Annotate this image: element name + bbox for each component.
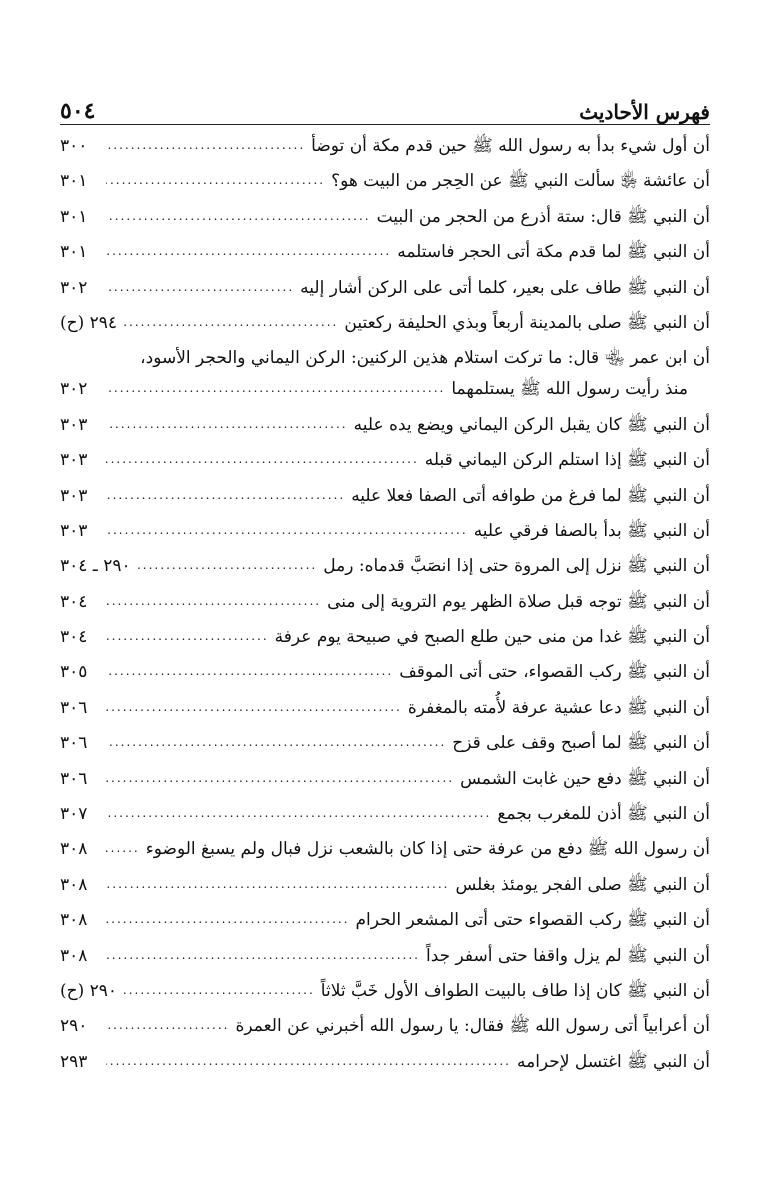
- index-entry: [60, 485, 710, 520]
- index-entry: [60, 206, 710, 241]
- entry-text: أن أول شيء بدأ به رسول الله ﷺ حين قدم مكة أن توضأ: [311, 136, 710, 156]
- entry-page-ref: ٣٠٦: [60, 768, 88, 789]
- entry-text: أن النبي ﷺ أذن للمغرب بجمع: [497, 804, 710, 825]
- entry-text: أن النبي ﷺ قال: ستة أذرع من الحجر من البيت: [376, 206, 710, 227]
- index-entry: [60, 945, 710, 980]
- entry-page-ref: ٣٠٢: [60, 379, 88, 400]
- entry-page-ref: ٢٩٣: [60, 1051, 88, 1072]
- entry-text: أن النبي ﷺ دفع حين غابت الشمس: [460, 768, 710, 789]
- index-entry: [60, 661, 710, 696]
- dot-leader: [137, 554, 318, 574]
- dot-leader: [106, 484, 345, 504]
- dot-leader: [123, 311, 338, 331]
- entry-text: أن النبي ﷺ غدا من منى حين طلع الصبح في صبيحة يوم عرفة: [274, 627, 710, 648]
- dot-leader: [106, 873, 450, 893]
- dot-leader: [106, 240, 391, 260]
- dot-leader: [106, 590, 321, 610]
- dot-leader: [106, 134, 305, 154]
- hadith-index-list: [60, 135, 710, 1086]
- entry-page-ref: ٢٩٠ (ح): [60, 980, 118, 1001]
- dot-leader: [106, 1014, 229, 1034]
- dot-leader: [106, 205, 371, 225]
- entry-text: أن النبي ﷺ ركب القصواء حتى أتى المشعر الحرام: [355, 910, 710, 931]
- entry-text: أن النبي ﷺ صلى الفجر يومئذ بغلس: [455, 874, 710, 895]
- index-entry: [60, 170, 710, 205]
- index-entry: [60, 732, 710, 767]
- entry-page-ref: ٣٠٨: [60, 839, 88, 860]
- dot-leader: [106, 802, 491, 822]
- entry-page-ref: ٣٠٨: [60, 910, 88, 931]
- dot-leader: [106, 944, 420, 964]
- dot-leader: [106, 413, 348, 433]
- index-entry: [60, 1015, 710, 1050]
- entry-page-ref: ٣٠٥: [60, 662, 88, 683]
- index-entry: [60, 768, 710, 803]
- entry-page-ref: ٣٠٣: [60, 450, 88, 471]
- entry-page-ref: ٣٠٦: [60, 733, 88, 754]
- entry-page-ref: ٣٠٤: [60, 591, 88, 612]
- entry-text: أن النبي ﷺ طاف على بعير، كلما أتى على الركن أشار إليه: [300, 277, 710, 298]
- entry-text: أن النبي ﷺ توجه قبل صلاة الظهر يوم التروية إلى منى: [327, 591, 710, 612]
- entry-text: منذ رأيت رسول الله ﷺ يستلمهما: [451, 379, 688, 400]
- entry-text: أن النبي ﷺ إذا استلم الركن اليماني قبله: [424, 450, 710, 471]
- dot-leader: [106, 448, 419, 468]
- entry-text: أن النبي ﷺ صلى بالمدينة أربعاً وبذي الحليفة ركعتين: [344, 312, 710, 333]
- index-entry: [60, 555, 710, 590]
- entry-text: أن النبي ﷺ بدأ بالصفا فرقي عليه: [473, 520, 710, 541]
- entry-page-ref: ٢٩٤ (ح): [60, 312, 118, 333]
- index-entry: [60, 520, 710, 555]
- entry-page-ref: ٣٠١: [60, 242, 88, 263]
- index-entry: [60, 347, 710, 378]
- entry-text: أن أعرابياً أتى رسول الله ﷺ فقال: يا رسول الله أخبرني عن العمرة: [235, 1016, 710, 1037]
- entry-text: أن ابن عمر ﵄ قال: ما تركت استلام هذين الركنين: الركن اليماني والحجر الأسود،: [140, 348, 710, 369]
- entry-text: أن رسول الله ﷺ دفع من عرفة حتى إذا كان بالشعب نزل فبال ولم يسبغ الوضوء: [145, 839, 710, 860]
- entry-text: أن النبي ﷺ ركب القصواء، حتى أتى الموقف: [399, 662, 710, 683]
- index-entry: [60, 241, 710, 276]
- index-entry: [60, 414, 710, 449]
- entry-text: أن النبي ﷺ نزل إلى المروة حتى إذا انصَبَّ قدماه: رمل: [323, 556, 710, 577]
- dot-leader: [106, 908, 350, 928]
- entry-text: أن عائشة ﵂ سألت النبي ﷺ عن الحِجر من البيت هو؟: [331, 171, 710, 192]
- index-entry: [60, 803, 710, 838]
- entry-text: أن النبي ﷺ دعا عشية عرفة لأُمته بالمغفرة: [407, 697, 710, 718]
- index-entry: [60, 277, 710, 312]
- entry-page-ref: ٣٠٣: [60, 520, 88, 541]
- entry-page-ref: ٣٠٤: [60, 627, 88, 648]
- dot-leader: [106, 837, 140, 857]
- dot-leader: [123, 979, 315, 999]
- index-entry: [60, 874, 710, 909]
- dot-leader: [106, 1050, 511, 1070]
- index-entry: [60, 1051, 710, 1086]
- entry-page-ref: ٣٠٠: [60, 136, 88, 156]
- index-entry: [60, 909, 710, 944]
- entry-page-ref: ٣٠٨: [60, 945, 88, 966]
- page-number: ٥٠٤: [60, 98, 96, 124]
- dot-leader: [106, 660, 393, 680]
- index-page: [60, 88, 710, 1168]
- entry-text: أن النبي ﷺ لما فرغ من طوافه أتى الصفا فعلا عليه: [351, 485, 710, 506]
- entry-page-ref: ٣٠٨: [60, 874, 88, 895]
- index-entry: [60, 697, 710, 732]
- index-entry: [60, 591, 710, 626]
- entry-page-ref: ٣٠١: [60, 171, 88, 192]
- index-entry: [60, 626, 710, 661]
- dot-leader: [106, 276, 294, 296]
- page-title: فهرس الأحاديث: [579, 100, 710, 124]
- index-entry: [60, 980, 710, 1015]
- dot-leader: [106, 696, 402, 716]
- entry-page-ref: ٣٠٦: [60, 697, 88, 718]
- dot-leader: [106, 625, 269, 645]
- dot-leader: [106, 377, 445, 397]
- entry-page-ref: ٣٠١: [60, 206, 88, 227]
- index-entry: [60, 312, 710, 347]
- entry-page-ref: ٢٩٠ ـ ٣٠٤: [60, 556, 131, 577]
- entry-page-ref: ٣٠٧: [60, 804, 88, 825]
- page-header: [60, 88, 710, 125]
- index-entry-continuation: [60, 378, 710, 413]
- entry-page-ref: ٣٠٣: [60, 414, 88, 435]
- entry-text: أن النبي ﷺ لما أصبح وقف على قزح: [452, 733, 710, 754]
- entry-text: أن النبي ﷺ كان إذا طاف بالبيت الطواف الأول خَبَّ ثلاثاً: [320, 980, 710, 1001]
- entry-page-ref: ٢٩٠: [60, 1016, 88, 1037]
- entry-text: أن النبي ﷺ لم يزل واقفا حتى أسفر جداً: [425, 945, 710, 966]
- dot-leader: [106, 519, 468, 539]
- index-entry: [60, 135, 710, 170]
- dot-leader: [106, 169, 325, 189]
- entry-text: أن النبي ﷺ كان يقبل الركن اليماني ويضع يده عليه: [353, 414, 710, 435]
- entry-text: أن النبي ﷺ اغتسل لإحرامه: [516, 1051, 710, 1072]
- index-entry: [60, 449, 710, 484]
- entry-page-ref: ٣٠٢: [60, 277, 88, 298]
- entry-text: أن النبي ﷺ لما قدم مكة أتى الحجر فاستلمه: [397, 242, 710, 263]
- index-entry: [60, 838, 710, 873]
- entry-page-ref: ٣٠٣: [60, 485, 88, 506]
- dot-leader: [106, 767, 454, 787]
- dot-leader: [106, 731, 446, 751]
